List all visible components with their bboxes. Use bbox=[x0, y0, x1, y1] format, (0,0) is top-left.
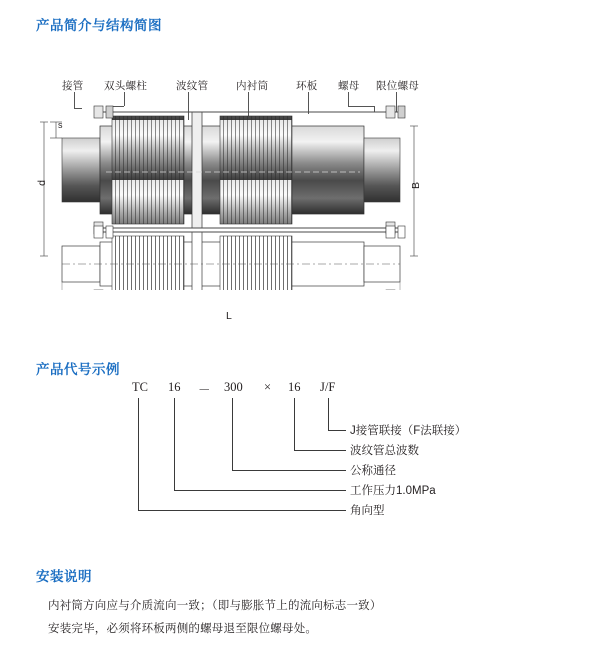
section-title-code-example: 产品代号示例 bbox=[36, 362, 120, 377]
install-note-line-2: 安装完毕，必须将环板两侧的螺母退至限位螺母处。 bbox=[48, 623, 318, 635]
callout-label-nut: 螺母 bbox=[338, 80, 360, 92]
callout-label-bellows: 波纹管 bbox=[176, 80, 209, 92]
dimension-label-s: s bbox=[58, 120, 63, 130]
code-leader-v-waves bbox=[294, 398, 295, 450]
code-desc-type: 角向型 bbox=[350, 505, 385, 517]
structure-diagram bbox=[36, 60, 536, 322]
code-token-dash: － bbox=[198, 383, 211, 397]
code-leader-v-pressure bbox=[174, 398, 175, 490]
section-title-structure: 产品简介与结构简图 bbox=[36, 18, 162, 33]
code-desc-waves: 波纹管总波数 bbox=[350, 445, 419, 457]
section-title-install: 安装说明 bbox=[36, 569, 92, 584]
code-leader-v-connection bbox=[328, 398, 329, 430]
code-leader-h-series bbox=[138, 510, 346, 511]
callout-label-liner: 内衬筒 bbox=[236, 80, 269, 92]
code-token-times: × bbox=[264, 380, 272, 394]
install-notes bbox=[48, 598, 568, 644]
code-leader-v-series bbox=[138, 398, 139, 510]
callout-label-double-stud: 双头螺柱 bbox=[104, 80, 148, 92]
dimension-label-B: B bbox=[410, 182, 422, 190]
code-leader-h-pressure bbox=[174, 490, 346, 491]
code-token-connection: J/F bbox=[320, 380, 336, 394]
dimension-label-L: L bbox=[226, 310, 232, 322]
code-token-diameter: 300 bbox=[224, 380, 243, 394]
code-leader-h-connection bbox=[328, 430, 346, 431]
code-desc-diameter: 公称通径 bbox=[350, 465, 396, 477]
code-token-series: TC bbox=[132, 380, 148, 394]
code-example-diagram bbox=[36, 380, 556, 550]
code-desc-pressure: 工作压力1.0MPa bbox=[350, 485, 436, 497]
code-token-pressure: 16 bbox=[168, 380, 181, 394]
code-leader-v-diameter bbox=[232, 398, 233, 470]
install-note-line-1: 内衬筒方向应与介质流向一致；（即与膨胀节上的流向标志一致） bbox=[48, 600, 382, 612]
structure-drawing-svg bbox=[36, 60, 536, 290]
code-token-waves: 16 bbox=[288, 380, 301, 394]
dimension-label-d: d bbox=[36, 180, 48, 186]
callout-label-nozzle: 接管 bbox=[62, 80, 84, 92]
callout-label-limit-nut: 限位螺母 bbox=[376, 80, 420, 92]
code-leader-h-waves bbox=[294, 450, 346, 451]
code-leader-h-diameter bbox=[232, 470, 346, 471]
code-desc-connection: J接管联接（F法联接） bbox=[350, 425, 467, 437]
callout-label-ring-plate: 环板 bbox=[296, 80, 318, 92]
